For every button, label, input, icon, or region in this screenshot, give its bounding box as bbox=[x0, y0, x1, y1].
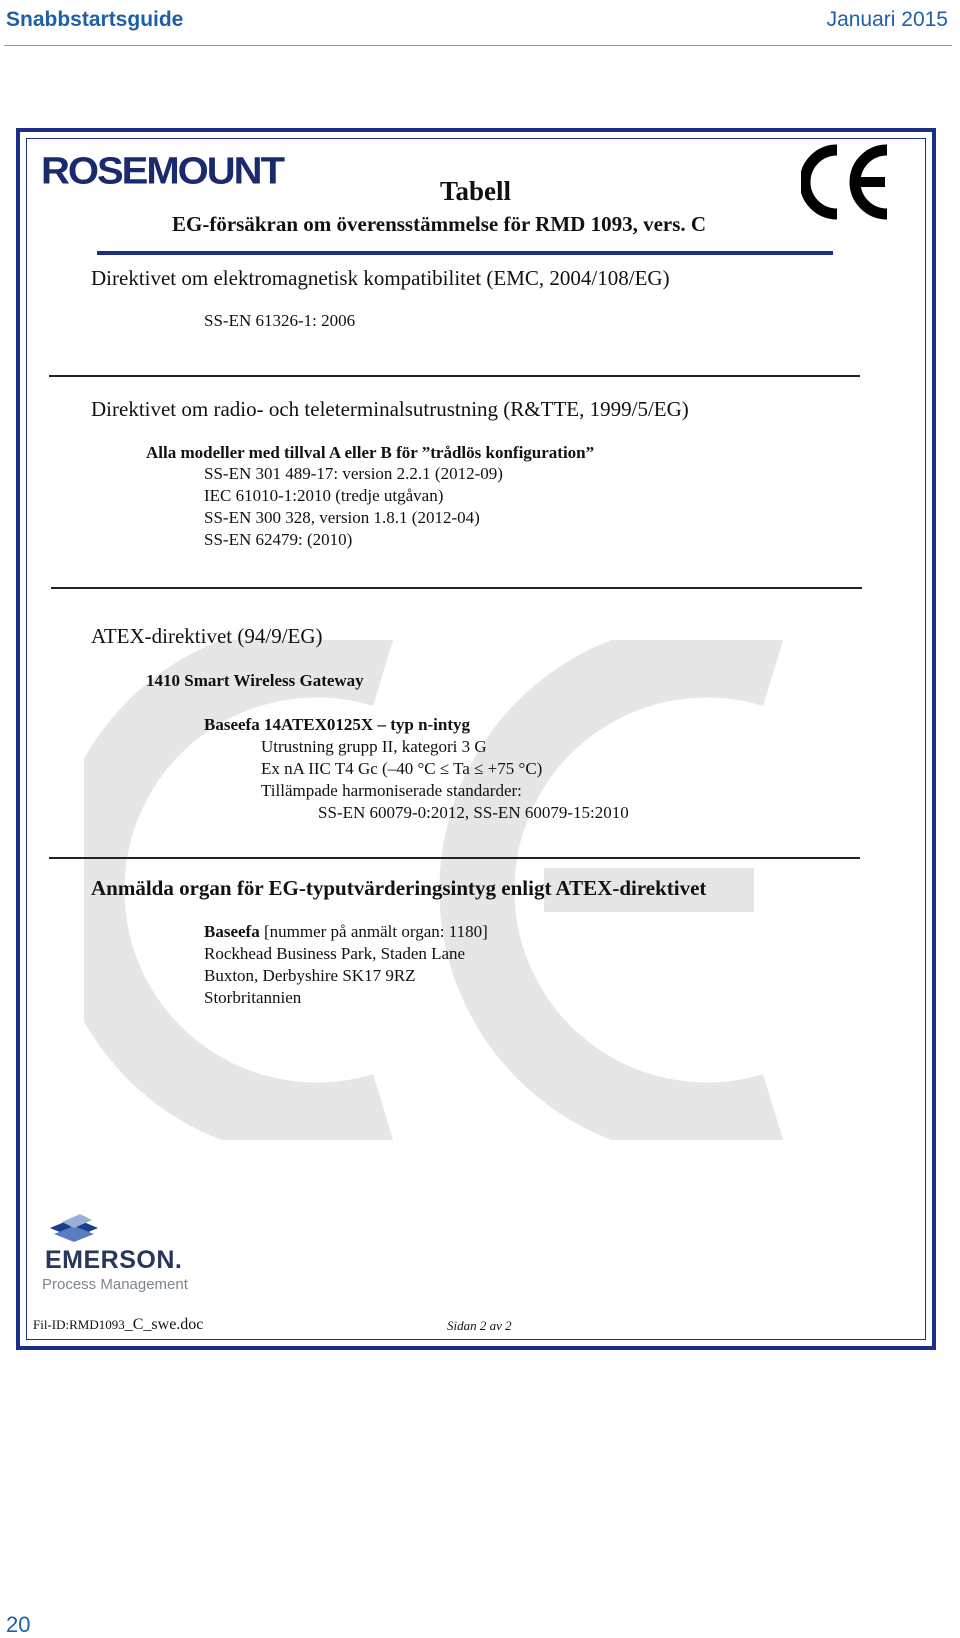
notified-address: Buxton, Derbyshire SK17 9RZ bbox=[204, 966, 416, 985]
section-rule bbox=[51, 587, 862, 589]
footer-file-prefix: Fil-ID:RMD1093 bbox=[33, 1317, 125, 1332]
atex-line: Tillämpade harmoniserade standarder: bbox=[261, 781, 522, 800]
footer-file-id bbox=[33, 1316, 203, 1334]
notified-name-line bbox=[204, 922, 488, 942]
certificate-subtitle: EG-försäkran om överensstämmelse för RMD 1093, vers. C bbox=[172, 212, 707, 236]
section-rule bbox=[49, 375, 860, 377]
notified-name: Baseefa bbox=[204, 922, 260, 941]
notified-heading: Anmälda organ för EG-typutvärderingsintyg enligt ATEX-direktivet bbox=[91, 876, 707, 900]
atex-certificate: Baseefa 14ATEX0125X – typ n-intyg bbox=[204, 715, 471, 734]
header-divider bbox=[4, 45, 952, 46]
atex-heading: ATEX-direktivet (94/9/EG) bbox=[91, 624, 323, 648]
emc-heading: Direktivet om elektromagnetisk kompatibilitet (EMC, 2004/108/EG) bbox=[91, 266, 670, 290]
rtte-scope: Alla modeller med tillval A eller B för ”trådlös konfiguration” bbox=[146, 443, 595, 462]
notified-address: Rockhead Business Park, Staden Lane bbox=[204, 944, 466, 963]
section-rule bbox=[49, 857, 860, 859]
atex-line: Utrustning grupp II, kategori 3 G bbox=[261, 737, 487, 756]
certificate-title: Tabell bbox=[440, 176, 512, 206]
footer-page: Sidan 2 av 2 bbox=[447, 1318, 512, 1333]
atex-product: 1410 Smart Wireless Gateway bbox=[146, 671, 364, 690]
page-number: 20 bbox=[6, 1612, 31, 1637]
notified-address: Storbritannien bbox=[204, 988, 302, 1007]
rtte-standard: SS-EN 300 328, version 1.8.1 (2012-04) bbox=[204, 508, 480, 527]
rtte-standard: SS-EN 301 489-17: version 2.2.1 (2012-09) bbox=[204, 464, 503, 483]
notified-number: [nummer på anmält organ: 1180] bbox=[259, 922, 488, 941]
header-title: Snabbstartsguide bbox=[6, 8, 184, 31]
emerson-logo-icon bbox=[40, 1212, 100, 1248]
rtte-heading: Direktivet om radio- och teleterminalsutrustning (R&TTE, 1999/5/EG) bbox=[91, 397, 689, 421]
atex-harmonized: SS-EN 60079-0:2012, SS-EN 60079-15:2010 bbox=[318, 803, 629, 822]
rtte-standard: SS-EN 62479: (2010) bbox=[204, 530, 353, 549]
emerson-subtitle: Process Management bbox=[42, 1276, 188, 1293]
rosemount-logo: ROSEMOUNT bbox=[41, 150, 283, 192]
header-date: Januari 2015 bbox=[826, 8, 948, 31]
atex-line: Ex nA IIC T4 Gc (–40 °C ≤ Ta ≤ +75 °C) bbox=[261, 759, 543, 778]
emerson-wordmark: EMERSON. bbox=[45, 1246, 183, 1274]
ce-mark-icon bbox=[801, 142, 891, 222]
rtte-standard: IEC 61010-1:2010 (tredje utgåvan) bbox=[204, 486, 444, 505]
title-rule bbox=[97, 251, 833, 255]
emc-standard: SS-EN 61326-1: 2006 bbox=[204, 311, 356, 330]
footer-file-suffix: _C_swe.doc bbox=[124, 1316, 204, 1333]
